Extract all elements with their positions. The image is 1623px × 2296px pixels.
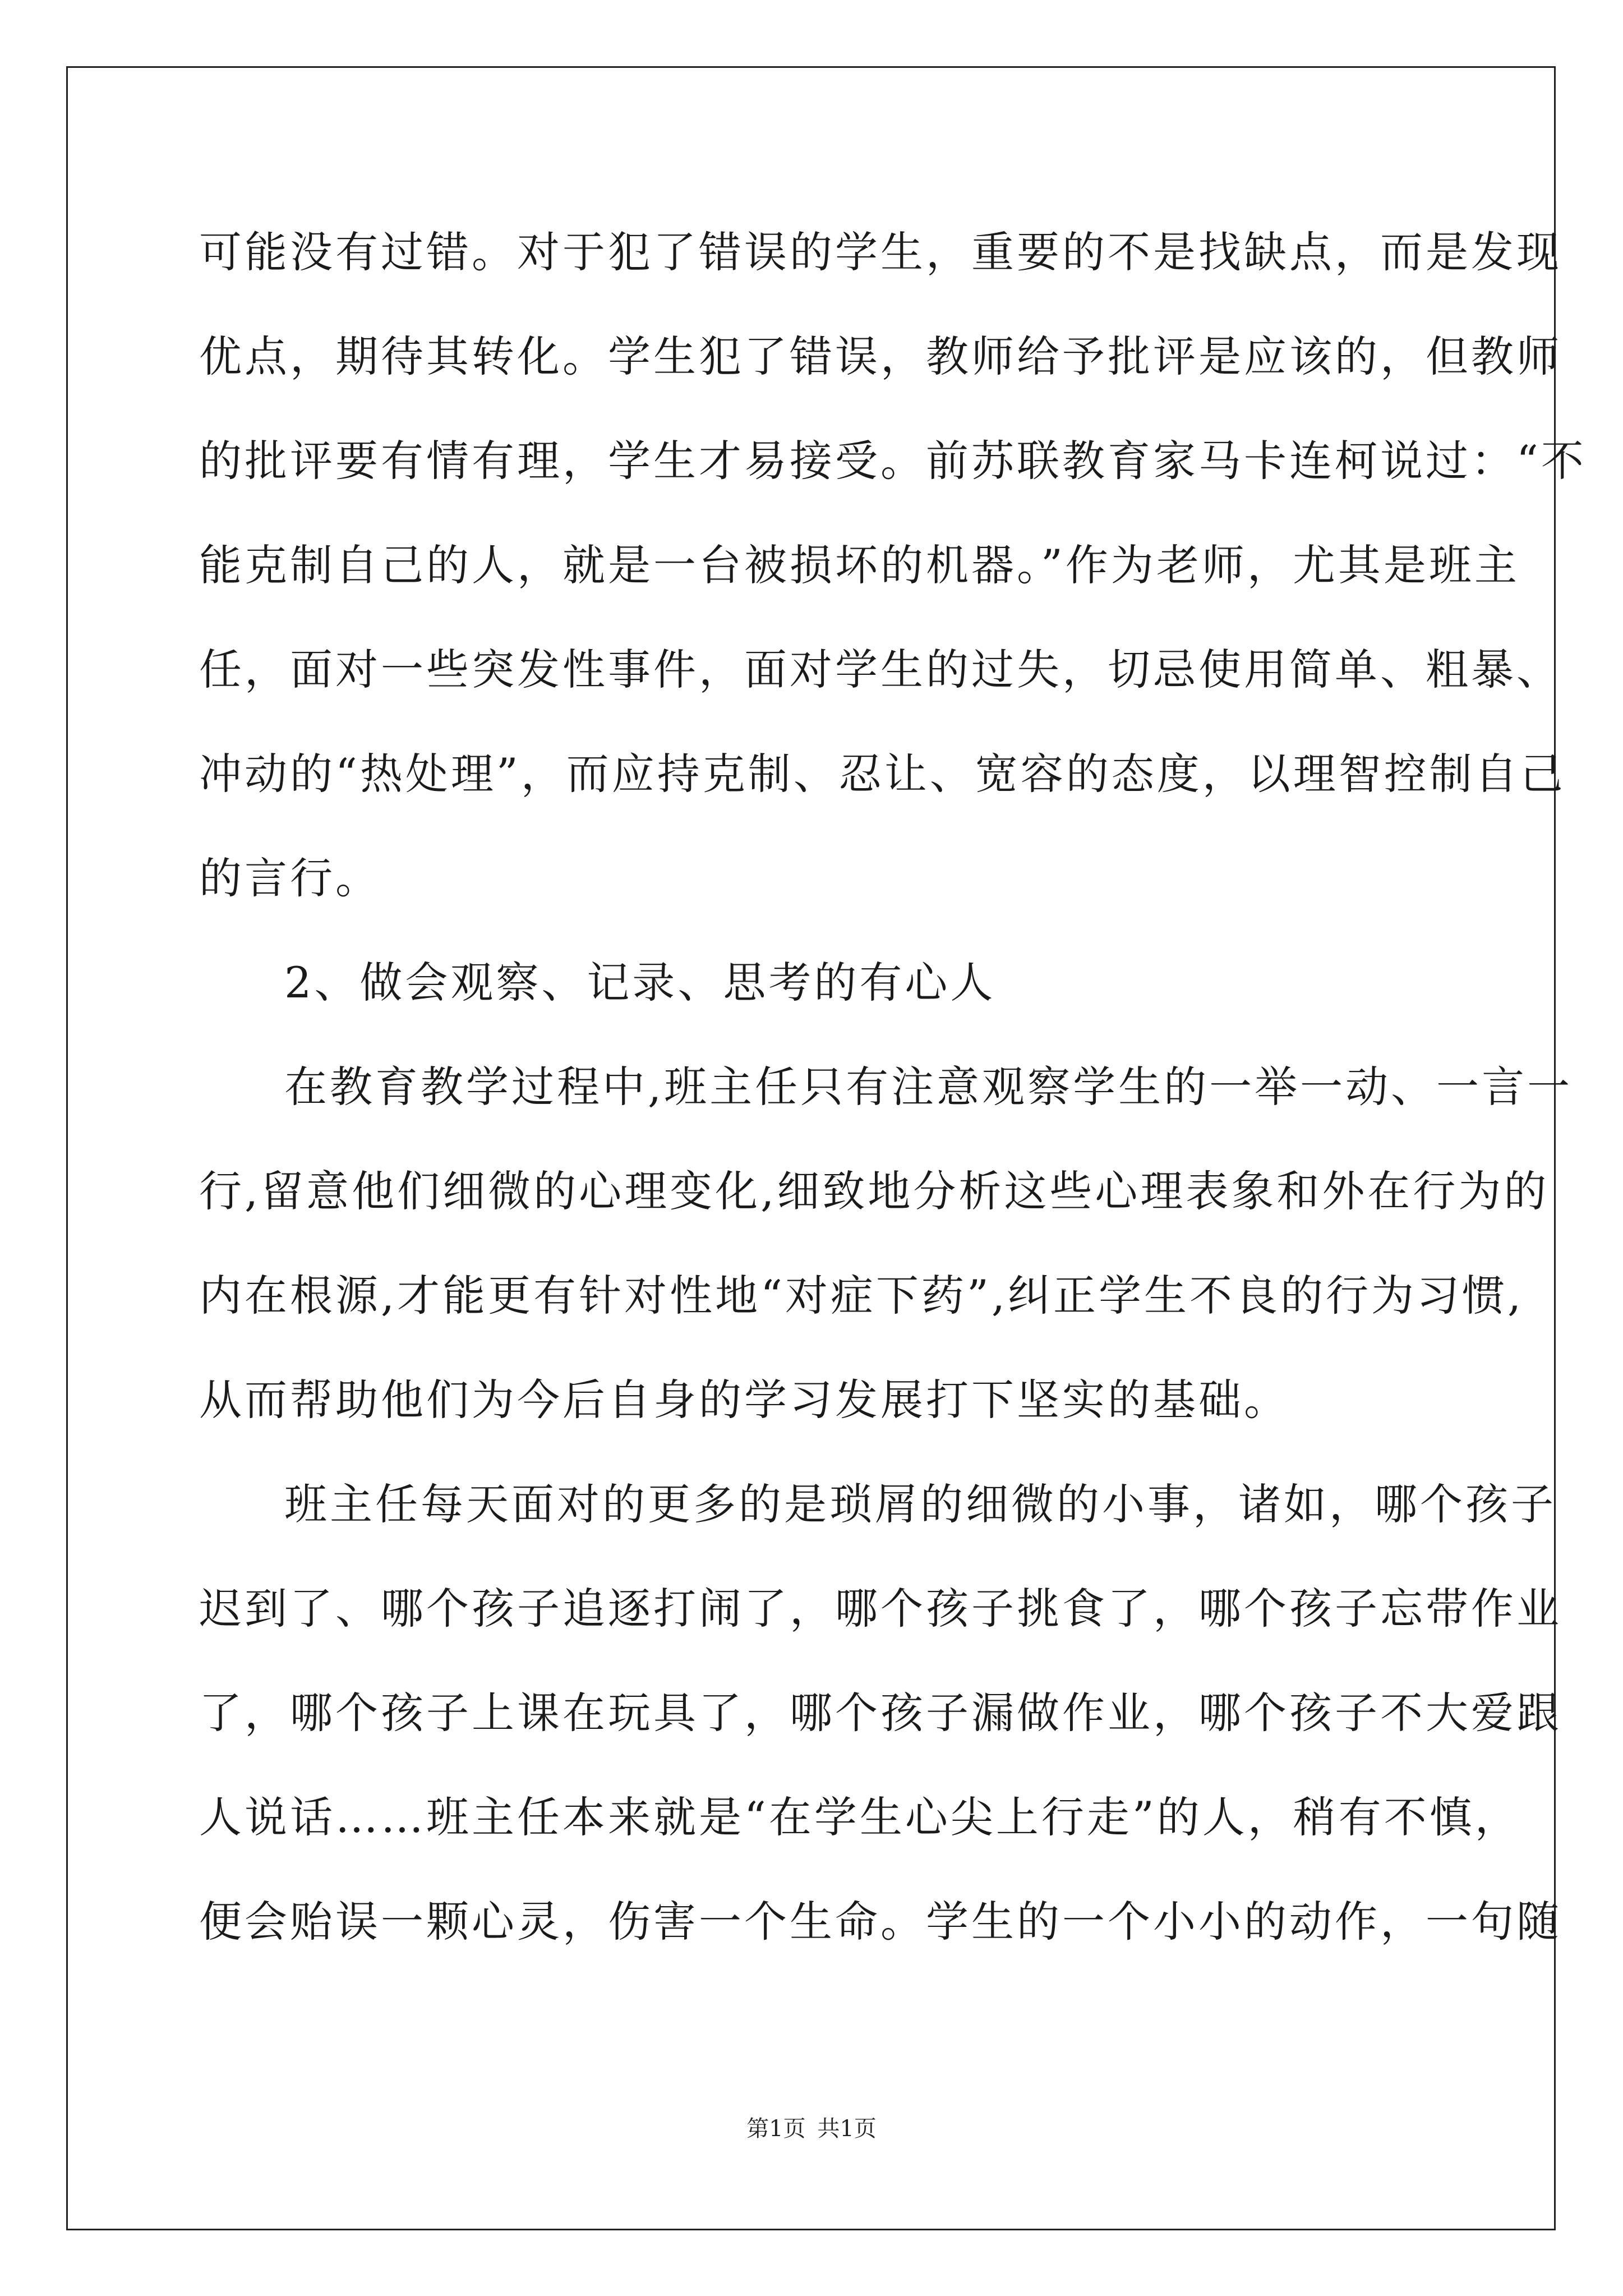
text-line: 优点，期待其转化。学生犯了错误，教师给予批评是应该的，但教师: [199, 332, 1562, 381]
text-line: 迟到了、哪个孩子追逐打闹了，哪个孩子挑食了，哪个孩子忘带作业: [199, 1584, 1562, 1634]
text-line: 行,留意他们细微的心理变化,细致地分析这些心理表象和外在行为的: [199, 1166, 1550, 1216]
text-line: 能克制自己的人，就是一台被损坏的机器。”作为老师，尤其是班主: [199, 540, 1520, 590]
text-line: 人说话……班主任本来就是“在学生心尖上行走”的人，稍有不慎，: [199, 1792, 1520, 1842]
page-footer: [0, 2115, 1623, 2143]
page-number: 第1页: [746, 2116, 806, 2142]
text-line: 任，面对一些突发性事件，面对学生的过失，切忌使用简单、粗暴、: [199, 645, 1562, 694]
section-heading: 2、做会观察、记录、思考的有心人: [284, 958, 996, 1007]
text-line: 可能没有过错。对于犯了错误的学生，重要的不是找缺点，而是发现: [199, 227, 1562, 277]
text-line: 的言行。: [199, 853, 381, 903]
text-line: 的批评要有情有理，学生才易接受。前苏联教育家马卡连柯说过：“不: [199, 436, 1587, 486]
page-total: 共1页: [817, 2116, 877, 2142]
text-line: 了，哪个孩子上课在玩具了，哪个孩子漏做作业，哪个孩子不大爱跟: [199, 1688, 1562, 1738]
text-line: 内在根源,才能更有针对性地“对症下药”,纠正学生不良的行为习惯,: [199, 1271, 1524, 1320]
text-line: 班主任每天面对的更多的是琐屑的细微的小事，诸如，哪个孩子: [284, 1479, 1556, 1529]
text-line: 便会贻误一颗心灵，伤害一个生命。学生的一个小小的动作，一句随: [199, 1897, 1562, 1947]
text-line: 冲动的“热处理”，而应持克制、忍让、宽容的态度，以理智控制自己: [199, 749, 1566, 799]
text-line: 在教育教学过程中,班主任只有注意观察学生的一举一动、一言一: [284, 1062, 1573, 1112]
text-line: 从而帮助他们为今后自身的学习发展打下坚实的基础。: [199, 1375, 1289, 1425]
